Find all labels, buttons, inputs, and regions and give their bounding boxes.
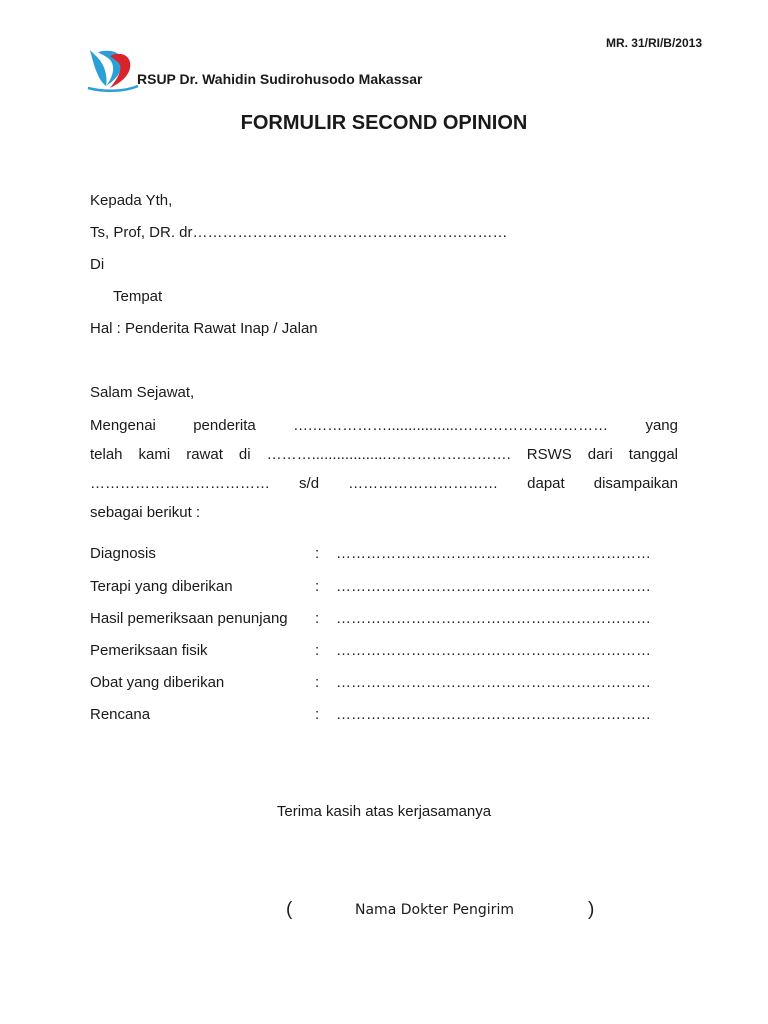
sender-doctor-name: Nama Dokter Pengirim (355, 902, 514, 918)
paragraph-word: rawat (186, 446, 223, 463)
recipient-di: Di (90, 256, 105, 273)
form-code: MR. 31/RI/B/2013 (605, 36, 702, 50)
start-date-blank: ……………………………… (90, 475, 270, 492)
field-colon: : (315, 706, 320, 723)
paragraph-line-4: sebagai berikut : (90, 504, 201, 521)
patient-name-blank: ….…………….................………………………… (293, 417, 609, 434)
paragraph-word: penderita (193, 417, 256, 434)
field-blank-plan: ……………………………………………………… (336, 706, 651, 723)
paragraph-word: yang (645, 417, 678, 434)
field-label-diagnosis: Diagnosis (90, 545, 156, 562)
paragraph-word: tanggal (628, 446, 678, 463)
paragraph-word: dapat (527, 475, 565, 492)
field-colon: : (315, 610, 320, 627)
hospital-logo-icon (84, 46, 140, 92)
recipient-doctor-line: Ts, Prof, DR. dr……………………………………………………… (90, 224, 508, 241)
field-label-supporting-exam: Hasil pemeriksaan penunjang (90, 610, 288, 627)
paragraph-word: kami (138, 446, 171, 463)
end-date-blank: ………………………… (348, 475, 499, 492)
recipient-place: Tempat (113, 288, 163, 305)
signature-close-paren: ) (588, 899, 595, 920)
paragraph-word: s/d (299, 475, 320, 492)
subject-line: Hal : Penderita Rawat Inap / Jalan (90, 320, 318, 337)
paragraph-line-3 (90, 475, 678, 492)
ward-blank: ………..................……………………. (266, 446, 511, 463)
paragraph-word: Mengenai (90, 417, 156, 434)
field-label-therapy: Terapi yang diberikan (90, 578, 233, 595)
recipient-salutation: Kepada Yth, (90, 192, 173, 209)
field-blank-medication: ……………………………………………………… (336, 674, 651, 691)
field-label-medication: Obat yang diberikan (90, 674, 225, 691)
closing-thanks: Terima kasih atas kerjasamanya (276, 803, 492, 820)
paragraph-word: dari (587, 446, 613, 463)
field-blank-therapy: ……………………………………………………… (336, 578, 651, 595)
paragraph-line-2 (90, 446, 678, 463)
field-blank-supporting-exam: ……………………………………………………… (336, 610, 651, 627)
field-label-physical-exam: Pemeriksaan fisik (90, 642, 208, 659)
signature-open-paren: ( (286, 899, 293, 920)
form-title: FORMULIR SECOND OPINION (240, 112, 528, 134)
paragraph-word: telah (90, 446, 123, 463)
field-blank-physical-exam: ……………………………………………………… (336, 642, 651, 659)
paragraph-word: disampaikan (593, 475, 678, 492)
paragraph-word: RSWS (526, 446, 572, 463)
hospital-name: RSUP Dr. Wahidin Sudirohusodo Makassar (137, 71, 423, 87)
field-colon: : (315, 545, 320, 562)
paragraph-line-1 (90, 417, 678, 434)
field-colon: : (315, 674, 320, 691)
field-label-plan: Rencana (90, 706, 151, 723)
field-colon: : (315, 642, 320, 659)
greeting: Salam Sejawat, (90, 384, 195, 401)
paragraph-word: di (238, 446, 251, 463)
field-colon: : (315, 578, 320, 595)
field-blank-diagnosis: ……………………………………………………… (336, 545, 651, 562)
